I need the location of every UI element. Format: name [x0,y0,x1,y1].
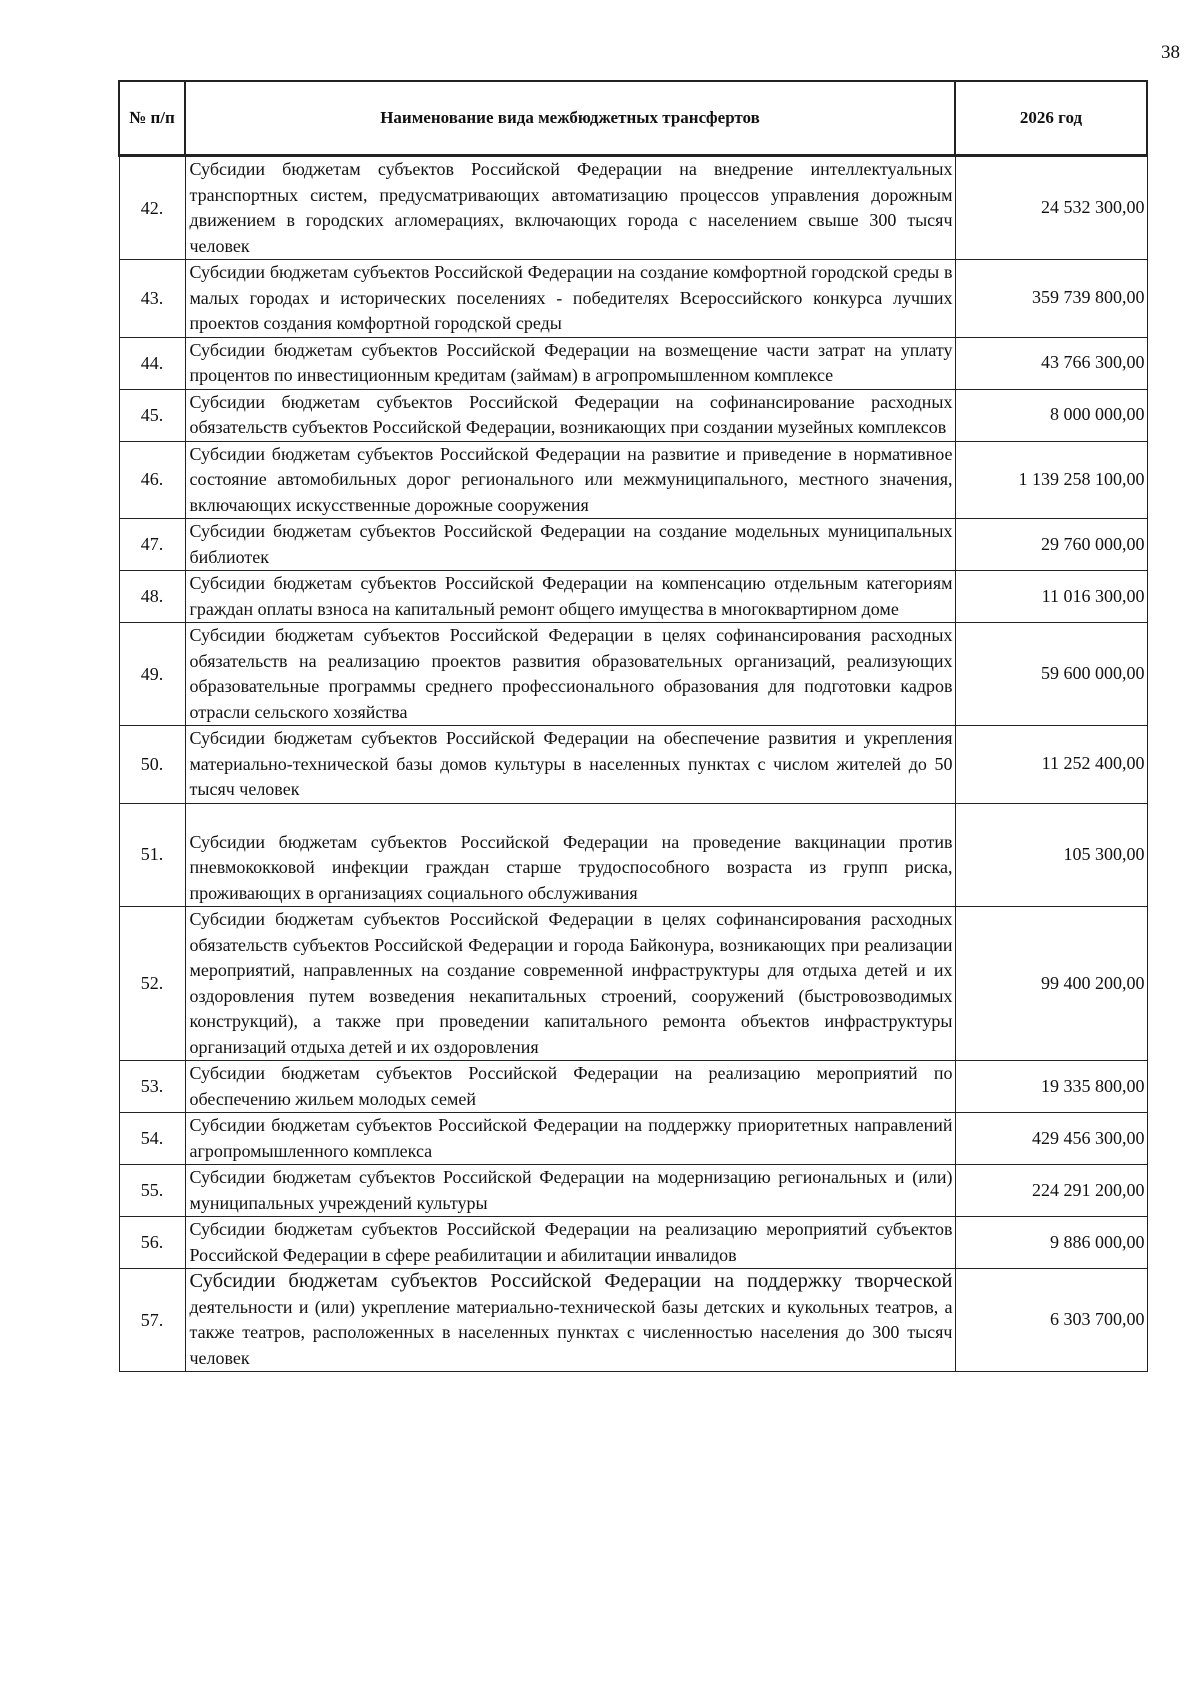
row-name: Субсидии бюджетам субъектов Российской Федерации на компенсацию отдельным категориям граждан оплаты взноса на капитальный ремонт общего имущества в многоквартирном доме [185,571,955,623]
transfers-table [118,80,1148,1372]
row-num: 55. [119,1165,185,1217]
table-row [119,1113,1147,1165]
row-num: 46. [119,441,185,519]
row-name: Субсидии бюджетам субъектов Российской Федерации на проведение вакцинации против пневмококковой инфекции граждан старше трудоспособного возраста из групп риска, проживающих в организациях социального обслуживания [185,803,955,907]
row-name: Субсидии бюджетам субъектов Российской Федерации на поддержку творческой деятельности и (или) укрепление материально-технической базы детских и кукольных театров, а также театров, расположенных в населенных пунктах с численностью населения до 300 тысяч человек [185,1269,955,1372]
row-value: 24 532 300,00 [955,156,1147,260]
row-name: Субсидии бюджетам субъектов Российской Федерации в целях софинансирования расходных обязательств субъектов Российской Федерации и города Байконура, возникающих при реализации мероприятий, направленных на создание современной инфраструктуры для отдыха детей и их оздоровления путем возведения некапитальных строений, сооружений (быстровозводимых конструкций), а также при проведении капитального ремонта объектов инфраструктуры организаций отдыха детей и их оздоровления [185,907,955,1061]
header-year: 2026 год [955,81,1147,156]
row-num: 52. [119,907,185,1061]
row-value: 224 291 200,00 [955,1165,1147,1217]
table-row [119,571,1147,623]
table-row [119,1217,1147,1269]
row-value: 11 016 300,00 [955,571,1147,623]
row-value: 99 400 200,00 [955,907,1147,1061]
row-name: Субсидии бюджетам субъектов Российской Федерации на возмещение части затрат на уплату процентов по инвестиционным кредитам (займам) в агропромышленном комплексе [185,337,955,389]
row-num: 50. [119,726,185,804]
table-row [119,337,1147,389]
table-row [119,389,1147,441]
table-row [119,907,1147,1061]
row-num: 54. [119,1113,185,1165]
row-num: 44. [119,337,185,389]
row-value: 59 600 000,00 [955,623,1147,726]
table-row [119,623,1147,726]
row-name: Субсидии бюджетам субъектов Российской Федерации на реализацию мероприятий по обеспечению жильем молодых семей [185,1061,955,1113]
row-name: Субсидии бюджетам субъектов Российской Федерации на модернизацию региональных и (или) муниципальных учреждений культуры [185,1165,955,1217]
row-value: 6 303 700,00 [955,1269,1147,1372]
row-value: 29 760 000,00 [955,519,1147,571]
row-num: 57. [119,1269,185,1372]
row-num: 53. [119,1061,185,1113]
row-name: Субсидии бюджетам субъектов Российской Федерации на софинансирование расходных обязательств субъектов Российской Федерации, возникающих при создании музейных комплексов [185,389,955,441]
row-num: 51. [119,803,185,907]
row-value: 8 000 000,00 [955,389,1147,441]
table-row [119,441,1147,519]
row-value: 105 300,00 [955,803,1147,907]
row-name: Субсидии бюджетам субъектов Российской Федерации на поддержку приоритетных направлений агропромышленного комплекса [185,1113,955,1165]
table-row [119,156,1147,260]
row-num: 56. [119,1217,185,1269]
row-num: 47. [119,519,185,571]
header-name: Наименование вида межбюджетных трансфертов [185,81,955,156]
table-row [119,726,1147,804]
row-name: Субсидии бюджетам субъектов Российской Федерации в целях софинансирования расходных обязательств на реализацию проектов развития образовательных организаций, реализующих образовательные программы среднего профессионального образования для подготовки кадров отрасли сельского хозяйства [185,623,955,726]
row-num: 42. [119,156,185,260]
row-name: Субсидии бюджетам субъектов Российской Федерации на создание комфортной городской среды в малых городах и исторических поселениях - победителях Всероссийского конкурса лучших проектов создания комфортной городской среды [185,260,955,338]
row-name: Субсидии бюджетам субъектов Российской Федерации на создание модельных муниципальных библиотек [185,519,955,571]
row-value: 1 139 258 100,00 [955,441,1147,519]
row-value: 429 456 300,00 [955,1113,1147,1165]
row-value: 43 766 300,00 [955,337,1147,389]
row-num: 45. [119,389,185,441]
row-name: Субсидии бюджетам субъектов Российской Федерации на реализацию мероприятий субъектов Российской Федерации в сфере реабилитации и абилитации инвалидов [185,1217,955,1269]
table-row [119,260,1147,338]
table-row [119,1061,1147,1113]
row-name: Субсидии бюджетам субъектов Российской Федерации на развитие и приведение в нормативное состояние автомобильных дорог регионального или межмуниципального, местного значения, включающих искусственные дорожные сооружения [185,441,955,519]
header-num: № п/п [119,81,185,156]
row-value: 11 252 400,00 [955,726,1147,804]
row-name: Субсидии бюджетам субъектов Российской Федерации на внедрение интеллектуальных транспортных систем, предусматривающих автоматизацию процессов управления дорожным движением в городских агломерациях, включающих города с населением свыше 300 тысяч человек [185,156,955,260]
table-header-row [119,81,1147,156]
row-name: Субсидии бюджетам субъектов Российской Федерации на обеспечение развития и укрепления материально-технической базы домов культуры в населенных пунктах с числом жителей до 50 тысяч человек [185,726,955,804]
row-num: 43. [119,260,185,338]
table-row [119,1165,1147,1217]
row-num: 48. [119,571,185,623]
row-value: 359 739 800,00 [955,260,1147,338]
row-value: 19 335 800,00 [955,1061,1147,1113]
row-value: 9 886 000,00 [955,1217,1147,1269]
table-row [119,803,1147,907]
table-row [119,1269,1147,1372]
page-number: 38 [1161,42,1180,63]
row-num: 49. [119,623,185,726]
table-row [119,519,1147,571]
